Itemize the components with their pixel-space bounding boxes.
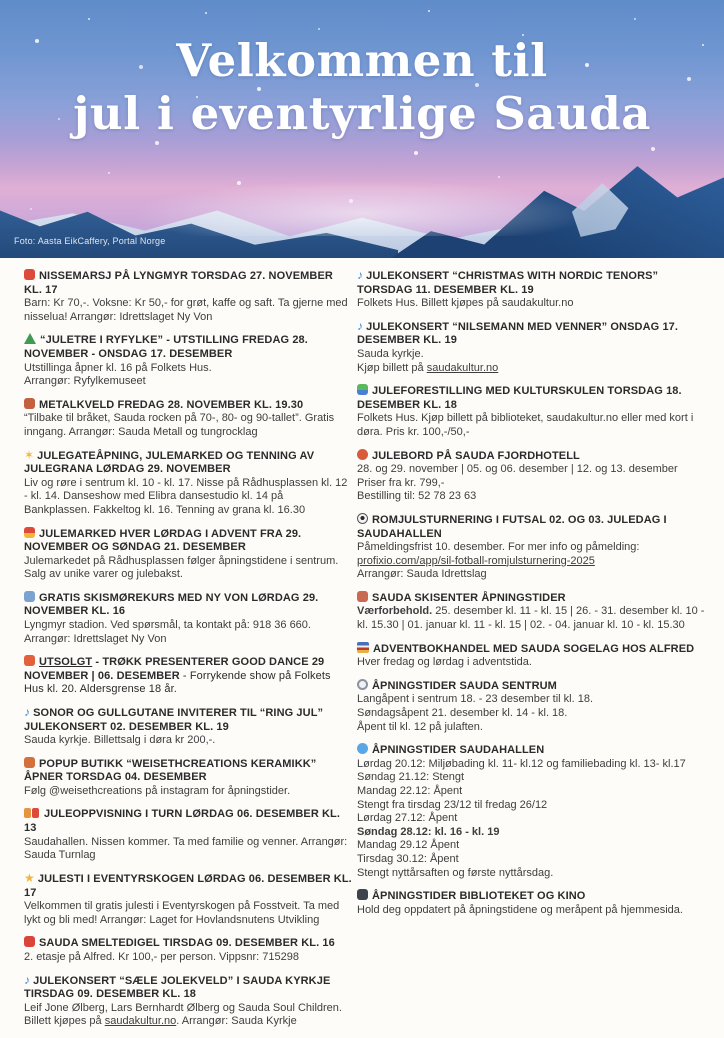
event-title: [24, 449, 352, 477]
text-segment: - TRØKK PRESENTERER GOOD DANCE 29 NOVEMBER | 06. DESEMBER: [24, 656, 325, 682]
event-body: [24, 836, 352, 863]
event-body: [357, 758, 706, 880]
poster-title: [0, 34, 724, 140]
dinner-icon: [357, 449, 368, 460]
event-title: [357, 320, 706, 348]
event-title: [24, 333, 352, 361]
event-body: [24, 900, 352, 927]
books-icon: [357, 642, 369, 653]
water-splash-icon: [357, 743, 368, 754]
event-body: [357, 605, 706, 632]
event-item: [24, 808, 352, 863]
event-body: [24, 951, 352, 965]
event-title: [357, 384, 706, 412]
party-popper-icon: [24, 936, 35, 947]
gift-icon: [24, 527, 35, 538]
event-body: [357, 693, 706, 734]
text-segment: Liv og røre i sentrum kl. 10 - kl. 17. Nisse på Rådhusplassen kl. 12 - kl. 14. Danseshow med Elibra dansestudio kl. 14 på Bankplassen. Fakkeltog kl. 16. Tenning av grana kl. 16.30: [24, 476, 348, 516]
event-title: [357, 743, 706, 758]
text-segment: ÅPNINGSTIDER SAUDA SENTRUM: [372, 679, 557, 692]
event-item: [24, 706, 352, 748]
saudakultur-link[interactable]: saudakultur.no: [426, 361, 499, 374]
text-segment: JULEMARKED HVER LØRDAG I ADVENT FRA 29. NOVEMBER OG SØNDAG 21. DESEMBER: [24, 527, 302, 554]
christmas-tree-icon: [24, 333, 36, 344]
photo-credit: Foto: Aasta EikCaffery, Portal Norge: [14, 236, 166, 246]
event-body: [357, 412, 706, 439]
skier-icon: [24, 591, 35, 602]
soccer-ball-icon: [357, 513, 368, 524]
text-segment: Stengt fra tirsdag 23/12 til fredag 26/12: [357, 798, 548, 811]
event-body: [24, 477, 352, 518]
event-title: [24, 269, 352, 297]
text-segment: Lyngmyr stadion. Ved spørsmål, ta kontakt på: 918 36 660.: [24, 619, 311, 632]
text-segment: Mandag 22.12: Åpent: [357, 785, 463, 797]
text-segment: ÅPNINGSTIDER SAUDAHALLEN: [372, 744, 545, 757]
event-item: [24, 527, 352, 582]
event-body: [24, 412, 352, 439]
text-segment: Utstillinga åpner kl. 16 på Folkets Hus.: [24, 361, 212, 374]
event-body: [357, 541, 706, 582]
skier-icon: [357, 591, 368, 602]
event-body: [24, 1002, 352, 1029]
text-segment: Salg av unike varer og julebakst.: [24, 568, 183, 581]
text-segment: . Arrangør: Sauda Kyrkje: [176, 1015, 297, 1028]
event-title: [24, 757, 352, 785]
text-segment: Sauda kyrkje.: [357, 347, 424, 360]
performer-icon: [357, 384, 368, 395]
text-segment: Sauda kyrkje. Billettsalg i døra kr 200,-.: [24, 734, 216, 747]
text-segment: ADVENTBOKHANDEL MED SAUDA SOGELAG HOS ALFRED: [373, 642, 695, 655]
event-item: [24, 333, 352, 388]
event-item: [24, 757, 352, 799]
text-segment: Bestilling til: 52 78 23 63: [357, 490, 477, 503]
event-title: [357, 889, 706, 904]
text-segment: Søndag 21.12: Stengt: [357, 771, 465, 784]
event-body: [24, 734, 352, 748]
text-segment: Mandag 29.12 Åpent: [357, 839, 460, 852]
event-item: [357, 679, 706, 734]
text-segment: Velkommen til gratis julesti i Eventyrskogen på Fosstveit. Ta med lykt og bli med! Arrangør: Laget for Hovlandsnutens Utvikling: [24, 900, 340, 926]
text-segment: Folkets Hus. Billett kjøpes på saudakultur.no: [357, 297, 574, 310]
event-item: [24, 398, 352, 440]
event-item: [24, 655, 352, 697]
event-title: [24, 706, 352, 734]
text-segment: JULEKONSERT “CHRISTMAS WITH NORDIC TENORS” TORSDAG 11. DESEMBER KL. 19: [357, 270, 659, 296]
event-item: [24, 936, 352, 964]
event-body: [24, 362, 352, 389]
text-segment: Julemarkedet på Rådhusplassen følger åpningstidene i sentrum.: [24, 554, 339, 567]
event-item: [357, 449, 706, 504]
guitar-icon: [24, 398, 35, 409]
text-segment: Arrangør: Idrettslaget Ny Von: [24, 632, 167, 645]
text-segment: JULESTI I EVENTYRSKOGEN LØRDAG 06. DESEMBER KL. 17: [24, 872, 352, 899]
event-item: [357, 320, 706, 375]
event-item: [357, 269, 706, 311]
event-body: [357, 348, 706, 375]
text-segment: NISSEMARSJ PÅ LYNGMYR TORSDAG 27. NOVEMBER KL. 17: [24, 270, 333, 296]
text-segment: “JULETRE I RYFYLKE” - UTSTILLING FREDAG 28. NOVEMBER - ONSDAG 17. DESEMBER: [24, 334, 308, 360]
text-segment: Lørdag 20.12: Miljøbading kl. 11- kl.12 og familiebading kl. 13- kl.17: [357, 757, 686, 770]
event-title: [24, 808, 352, 836]
events-column-left: [24, 269, 352, 1038]
text-segment: Søndag 28.12: kl. 16 - kl. 19: [357, 825, 500, 838]
text-segment: Priser fra kr. 799,-: [357, 476, 445, 489]
event-title: [357, 679, 706, 694]
text-segment: Åpent til kl. 12 på julaften.: [357, 720, 483, 733]
music-note-icon: ♪: [357, 318, 364, 333]
event-body: [24, 619, 352, 646]
event-title: [24, 591, 352, 619]
text-segment: JULEBORD PÅ SAUDA FJORDHOTELL: [372, 449, 580, 462]
event-title: [24, 655, 352, 697]
text-segment: “Tilbake til bråket, Sauda rocken på 70-, 80- og 90-tallet”. Gratis inngang. Arrangør: Sauda Metall og tungrocklag: [24, 412, 335, 438]
text-segment: METALKVELD FREDAG 28. NOVEMBER KL. 19.30: [39, 398, 304, 411]
event-item: [24, 591, 352, 646]
poster-title-line2: jul i eventyrlige Sauda: [73, 87, 651, 141]
text-segment: JULEKONSERT “SÆLE JOLEKVELD” I SAUDA KYRKJE TIRSDAG 09. DESEMBER KL. 18: [24, 974, 331, 1001]
saudakultur-link[interactable]: saudakultur.no: [104, 1015, 177, 1028]
text-segment: UTSOLGT: [39, 656, 93, 669]
event-title: [357, 642, 706, 657]
text-segment: Påmeldingsfrist 10. desember. For mer info og påmelding:: [357, 541, 640, 554]
event-title: [24, 872, 352, 900]
text-segment: Folkets Hus. Kjøp billett på biblioteket, saudakultur.no eller med kort i døra. Pris kr. 100,-/50,-: [357, 412, 694, 438]
text-segment: POPUP BUTIKK “WEISETHCREATIONS KERAMIKK” ÅPNER TORSDAG 04. DESEMBER: [24, 757, 317, 784]
event-body: [24, 297, 352, 324]
text-segment: GRATIS SKISMØREKURS MED NY VON LØRDAG 29. NOVEMBER KL. 16: [24, 591, 319, 618]
event-body: [357, 463, 706, 504]
text-segment: SAUDA SKISENTER ÅPNINGSTIDER: [372, 591, 566, 604]
text-segment: Stengt nyttårsaften og første nyttårsdag.: [357, 866, 554, 879]
event-body: [357, 656, 706, 670]
events-column-right: [357, 269, 706, 1038]
snowflakes: [0, 0, 2, 2]
sparkles-icon: ✶: [24, 447, 35, 462]
text-segment: Tirsdag 30.12: Åpent: [357, 852, 459, 865]
text-segment: Barn: Kr 70,-. Voksne: Kr 50,- for grøt, kaffe og saft. Ta gjerne med nisselua! Arrangør: Idrettslaget Ny Von: [24, 297, 348, 323]
event-item: [24, 449, 352, 518]
event-title: [24, 936, 352, 951]
text-segment: Leif Jone Ølberg, Lars Bernhardt Ølberg og Sauda Soul Children. Billett kjøpes på: [24, 1001, 342, 1028]
cinema-icon: [357, 889, 368, 900]
text-segment: Hver fredag og lørdag i adventstida.: [357, 656, 532, 669]
text-segment: Arrangør: Sauda Idrettslag: [357, 568, 487, 581]
event-title: [24, 398, 352, 413]
event-title: [357, 591, 706, 606]
text-segment: ÅPNINGSTIDER BIBLIOTEKET OG KINO: [372, 890, 586, 903]
text-segment: Langåpent i sentrum 18. - 23 desember til kl. 18.: [357, 693, 594, 706]
text-segment: Søndagsåpent 21. desember kl. 14 - kl. 18.: [357, 707, 568, 720]
event-body: [24, 555, 352, 582]
text-segment: SAUDA SMELTEDIGEL TIRSDAG 09. DESEMBER KL. 16: [39, 937, 335, 950]
text-segment: - Forrykende show på Folkets Hus kl. 20. Aldersgrense 18 år.: [24, 669, 331, 696]
event-item: [357, 642, 706, 670]
music-note-icon: ♪: [24, 972, 31, 987]
event-body: [24, 785, 352, 799]
music-note-icon: ♪: [357, 268, 364, 282]
event-item: [357, 513, 706, 582]
event-item: [24, 269, 352, 324]
pottery-icon: [24, 757, 35, 768]
dancer-icon: [24, 655, 35, 666]
text-segment: SONOR OG GULLGUTANE INVITERER TIL “RING JUL” JULEKONSERT 02. DESEMBER KL. 19: [24, 707, 324, 733]
music-note-icon: ♪: [24, 705, 31, 720]
text-segment: Følg @weisethcreations på instagram for åpningstider.: [24, 785, 291, 797]
text-segment: JULEGATEÅPNING, JULEMARKED OG TENNING AV JULEGRANA LØRDAG 29. NOVEMBER: [24, 449, 315, 476]
text-segment: 28. og 29. november | 05. og 06. desember | 12. og 13. desember: [357, 463, 678, 476]
text-segment: JULEOPPVISNING I TURN LØRDAG 06. DESEMBER KL. 13: [24, 807, 341, 835]
event-item: [357, 591, 706, 633]
clock-icon: [357, 679, 368, 690]
event-item: [24, 872, 352, 927]
event-item: [357, 889, 706, 917]
text-segment: JULEKONSERT “NILSEMANN MED VENNER” ONSDAG 17. DESEMBER KL. 19: [357, 320, 679, 347]
text-segment: Arrangør: Ryfylkemuseet: [24, 375, 146, 388]
event-title: [24, 974, 352, 1002]
event-title: [357, 269, 706, 297]
text-segment: Værforbehold.: [357, 605, 433, 618]
event-body: [357, 904, 706, 918]
santa-hat-icon: [24, 269, 35, 280]
text-segment: JULEFORESTILLING MED KULTURSKULEN TORSDAG 18. DESEMBER KL. 18: [357, 385, 682, 411]
text-segment: Lørdag 27.12: Åpent: [357, 812, 458, 825]
text-segment: Saudahallen. Nissen kommer. Ta med familie og venner. Arrangør: Sauda Turnlag: [24, 835, 348, 862]
events-content: [0, 258, 724, 1038]
event-title: [357, 513, 706, 541]
event-item: [357, 743, 706, 880]
text-segment: 2. etasje på Alfred. Kr 100,- per person. Vippsnr: 715298: [24, 950, 299, 963]
profixio-link[interactable]: profixio.com/app/sil-fotball-romjulsturnering-2025: [357, 554, 595, 567]
text-segment: ROMJULSTURNERING I FUTSAL 02. OG 03. JULEDAG I SAUDAHALLEN: [357, 513, 667, 540]
valley-fog: [130, 180, 593, 236]
event-title: [357, 449, 706, 464]
gymnast-icon: [24, 808, 40, 823]
poster-title-line1: Velkommen til: [176, 34, 548, 87]
star-icon: ★: [24, 870, 35, 885]
hero-photo: [0, 0, 724, 258]
event-item: [24, 974, 352, 1029]
text-segment: 25. desember kl. 11 - kl. 15 | 26. - 31. desember kl. 10 - kl. 15.30 | 01. januar kl. 11 - kl. 15 | 02. - 04. januar kl. 10 - kl. 15.30: [357, 605, 705, 632]
event-item: [357, 384, 706, 439]
event-body: [357, 297, 706, 311]
text-segment: Hold deg oppdatert på åpningstidene og meråpent på hjemmesida.: [357, 903, 683, 916]
event-title: [24, 527, 352, 555]
text-segment: Kjøp billett på: [357, 361, 427, 374]
